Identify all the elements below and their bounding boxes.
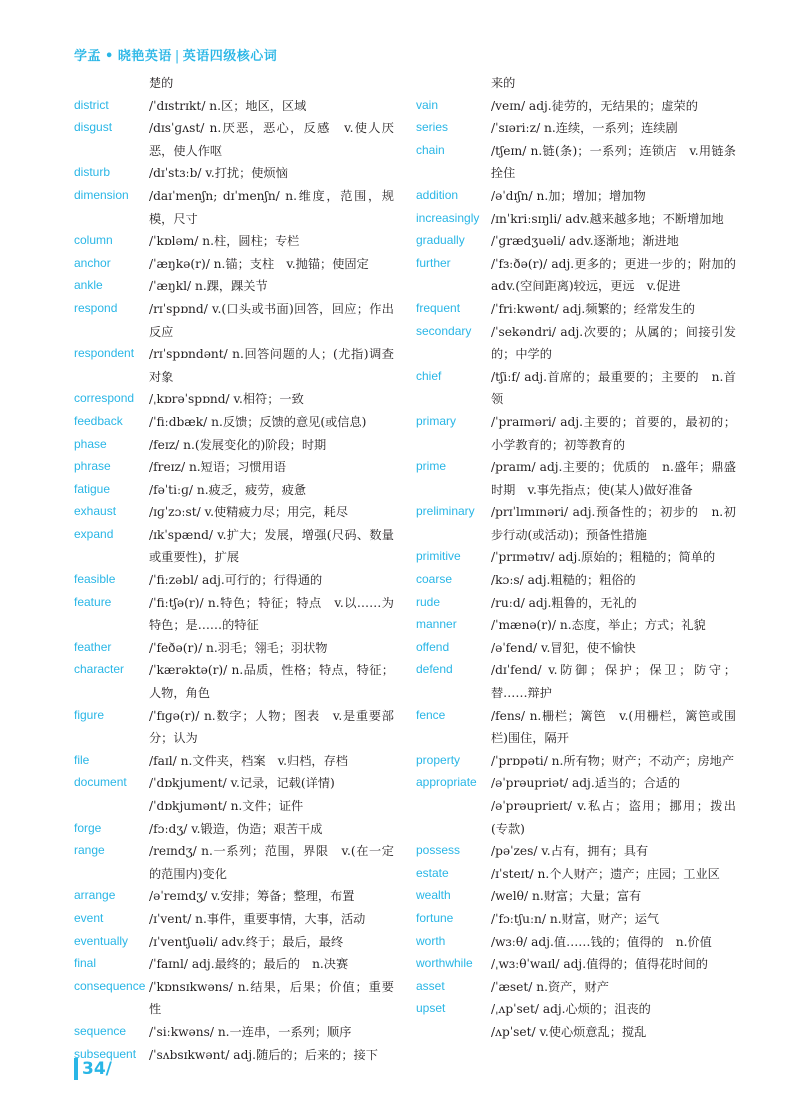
vocab-entry (416, 863, 736, 886)
definition: /ˈprɪmətɪv/ adj.原始的；粗糙的；简单的 (491, 550, 716, 565)
vocab-entry (74, 185, 394, 230)
headword: respondent (74, 346, 135, 361)
definition: /ˌkɒrəˈspɒnd/ v.相符；一致 (149, 392, 304, 407)
vocab-entry (416, 230, 736, 253)
definition: /praɪm/ adj.主要的；优质的 n.盛年；鼎盛时期 v.事先指点；使(某人)做好准备 (491, 460, 736, 497)
headword: document (74, 775, 127, 790)
headword: wealth (416, 888, 451, 903)
vocab-entry (416, 976, 736, 999)
vocab-entry (416, 140, 736, 185)
headword: upset (416, 1001, 446, 1016)
definition: /ɪnˈkriːsɪŋli/ adv.越来越多地；不断增加地 (491, 211, 724, 226)
page-header (74, 45, 277, 65)
vocab-entry (416, 185, 736, 208)
vocab-entry (74, 479, 394, 502)
vocab-entry (74, 117, 394, 162)
headword: primitive (416, 549, 461, 564)
definition: /ˈfɪɡə(r)/ n.数字；人物；图表 v.是重要部分；认为 (149, 708, 394, 746)
headword: event (74, 910, 104, 925)
definition: /ˈɡrædʒuəli/ adv.逐渐地；渐进地 (491, 234, 679, 249)
definition: /prɪˈlɪmɪnəri/ adj.预备性的；初步的 n.初步行动(或活动)；预备性措施 (491, 505, 736, 542)
definition: /fens/ n.栅栏；篱笆 v.(用栅栏，篱笆或围栏)围住，隔开 (491, 708, 736, 746)
definition: /əˈdɪʃn/ n.加；增加；增加物 (491, 188, 646, 203)
definition: 楚的 (149, 76, 174, 90)
headword: fortune (416, 910, 454, 925)
headword: feather (74, 639, 112, 654)
vocab-entry (416, 456, 736, 501)
definition: 来的 (491, 76, 516, 90)
definition: /ˈdɒkjument/ v.记录，记载(详情) (149, 776, 335, 791)
headword: disgust (74, 120, 113, 135)
vocab-entry (74, 840, 394, 885)
definition: /dɪˈfend/ v.防御；保护；保卫；防守；替……辩护 (491, 663, 736, 701)
definition: /rɪˈspɒndənt/ n.回答问题的人；(尤指)调查对象 (149, 347, 394, 384)
headword: exhaust (74, 504, 117, 519)
definition: /ˈfiːtʃə(r)/ n.特色；特征；特点 v.以……为特色；是……的特征 (149, 595, 394, 633)
headword: eventually (74, 933, 129, 948)
definition: /tʃiːf/ adj.首席的；最重要的；主要的 n.首领 (491, 369, 736, 407)
vocab-entry (74, 456, 394, 479)
headword: series (416, 120, 449, 135)
headword: character (74, 662, 125, 677)
vocab-entry (416, 998, 736, 1021)
page-number: 34/ (74, 1058, 112, 1080)
definition: /dɪˈstɜːb/ v.打扰；使烦恼 (149, 166, 288, 181)
vocab-entry (74, 705, 394, 750)
vocab-entry (416, 208, 736, 231)
definition: /daɪˈmenʃn; dɪˈmenʃn/ n.维度，范围，规模，尺寸 (149, 188, 394, 226)
definition: /ruːd/ adj.粗鲁的，无礼的 (491, 595, 637, 610)
definition: /ˈpraɪməri/ adj.主要的；首要的，最初的；小学教育的；初等教育的 (491, 414, 736, 452)
vocab-entry (416, 931, 736, 954)
vocab-entry (416, 614, 736, 637)
headword: appropriate (416, 775, 477, 790)
vocab-entry (74, 434, 394, 457)
definition: /ɪɡˈzɔːst/ v.使精疲力尽；用完，耗尽 (149, 505, 349, 520)
vocab-entry (416, 366, 736, 411)
vocab-entry (416, 117, 736, 140)
vocab-entry (74, 885, 394, 908)
header-series: 晓艳英语 (117, 49, 172, 64)
headword: phrase (74, 459, 111, 474)
vocab-entry (416, 705, 736, 750)
vocab-entry (74, 95, 394, 118)
headword: offend (416, 639, 450, 654)
definition: /ˈsɪəriːz/ n.连续，一系列；连续剧 (491, 121, 678, 136)
headword: respond (74, 300, 118, 315)
vocab-entry (74, 659, 394, 704)
definition: /ɪˈventʃuəli/ adv.终于；最后，最终 (149, 934, 344, 949)
definition: /ˈfaɪnl/ adj.最终的；最后的 n.决赛 (149, 957, 349, 972)
vocab-entry (74, 524, 394, 569)
vocab-entry (74, 795, 394, 818)
definition: /faɪl/ n.文件夹，档案 v.归档，存档 (149, 753, 348, 768)
headword: disturb (74, 165, 111, 180)
definition: /ˈprɒpəti/ n.所有物；财产；不动产；房地产 (491, 753, 735, 768)
headword: increasingly (416, 210, 480, 225)
definition: /əˈprəupriət/ adj.适当的；合适的 (491, 776, 681, 791)
definition: /ˌwɜːθˈwaɪl/ adj.值得的；值得花时间的 (491, 957, 708, 972)
headword: addition (416, 187, 459, 202)
header-dot: • (105, 49, 114, 64)
vocab-entry (416, 501, 736, 546)
vocab-entry (416, 637, 736, 660)
vocab-entry (416, 321, 736, 366)
definition: /əˈprəuprieɪt/ v.私占；盗用；挪用；拨出(专款) (491, 799, 736, 836)
headword: fence (416, 707, 446, 722)
headword: chief (416, 368, 442, 383)
definition: /ˈkærəktə(r)/ n.品质，性格；特点，特征；人物，角色 (149, 663, 394, 701)
headword: file (74, 752, 90, 767)
headword: gradually (416, 233, 465, 248)
vocab-entry (74, 298, 394, 343)
vocab-entry (416, 772, 736, 795)
headword: preliminary (416, 504, 475, 519)
headword: secondary (416, 323, 472, 338)
headword: dimension (74, 187, 129, 202)
vocab-entry (416, 411, 736, 456)
definition: /ˈæŋkl/ n.踝，踝关节 (149, 279, 268, 294)
vocab-entry (74, 931, 394, 954)
vocab-entry (74, 162, 394, 185)
vocab-entry (416, 72, 736, 95)
definition: /ˈfɜːðə(r)/ adj.更多的；更进一步的；附加的 adv.(空间距离)较远，更远 v.促进 (491, 256, 749, 294)
vocab-entry (416, 659, 736, 704)
headword: defend (416, 662, 453, 677)
header-book-title: 英语四级核心词 (182, 49, 278, 64)
headword: anchor (74, 255, 111, 270)
left-column (74, 72, 394, 1066)
vocab-entry (74, 908, 394, 931)
headword: fatigue (74, 481, 111, 496)
definition: /ʌpˈset/ v.使心烦意乱；搅乱 (491, 1024, 647, 1039)
vocab-entry (416, 953, 736, 976)
vocab-entry (416, 795, 736, 840)
definition: /tʃeɪn/ n.链(条)；一系列；连锁店 v.用链条拴住 (491, 143, 736, 181)
definition: /veɪn/ adj.徒劳的，无结果的；虚荣的 (491, 98, 698, 113)
vocab-entry (74, 976, 394, 1021)
headword: final (74, 956, 97, 971)
vocab-entry (416, 840, 736, 863)
vocab-entry (416, 95, 736, 118)
headword: property (416, 752, 461, 767)
definition: /ˈfɔːtʃuːn/ n.财富，财产；运气 (491, 911, 660, 926)
vocab-entry (74, 388, 394, 411)
vocab-entry (74, 230, 394, 253)
definition: /ˈfeðə(r)/ n.羽毛；翎毛；羽状物 (149, 640, 328, 655)
headword: phase (74, 436, 107, 451)
vocab-entry (74, 818, 394, 841)
headword: rude (416, 594, 441, 609)
definition: /welθ/ n.财富；大量；富有 (491, 889, 642, 904)
headword: feedback (74, 413, 123, 428)
definition: /ɪkˈspænd/ v.扩大；发展，增强(尺码、数量或重要性)，扩展 (149, 527, 394, 565)
definition: /ɪˈsteɪt/ n.个人财产；遗产；庄园；工业区 (491, 866, 720, 881)
vocab-entry (416, 592, 736, 615)
vocab-entry (74, 772, 394, 795)
definition: /feɪz/ n.(发展变化的)阶段；时期 (149, 437, 327, 452)
definition: /ˈfriːkwənt/ adj.频繁的；经常发生的 (491, 301, 695, 316)
definition: /ˈdɒkjumənt/ n.文件；证件 (149, 799, 304, 813)
headword: correspond (74, 391, 135, 406)
definition: /əˈfend/ v.冒犯，使不愉快 (491, 640, 636, 655)
definition: /rɪˈspɒnd/ v.(口头或书面)回答，回应；作出反应 (149, 301, 394, 339)
definition: /ɪˈvent/ n.事件，重要事情，大事，活动 (149, 911, 366, 926)
definition: /kɔːs/ adj.粗糙的；粗俗的 (491, 573, 636, 588)
definition: /fəˈtiːɡ/ n.疲乏，疲劳，疲惫 (149, 482, 307, 497)
definition: /ˈsiːkwəns/ n.一连串，一系列；顺序 (149, 1024, 352, 1039)
headword: column (74, 233, 113, 248)
headword: coarse (416, 572, 453, 587)
definition: /ˈkɒnsɪkwəns/ n.结果，后果；价值；重要性 (149, 979, 394, 1017)
definition: /ˈsʌbsɪkwənt/ adj.随后的；后来的；接下 (149, 1047, 378, 1062)
headword: worth (416, 933, 446, 948)
vocab-entry (74, 1044, 394, 1067)
definition: /ˈfiːdbæk/ n.反馈；反馈的意见(或信息) (149, 414, 367, 429)
header-brand: 学孟 (74, 49, 102, 64)
definition: /ˌʌpˈset/ adj.心烦的；沮丧的 (491, 1002, 651, 1017)
headword: primary (416, 413, 457, 428)
vocab-entry (416, 298, 736, 321)
header-separator: | (174, 49, 180, 64)
headword: sequence (74, 1023, 127, 1038)
headword: consequence (74, 978, 146, 993)
definition: /əˈreɪndʒ/ v.安排；筹备；整理，布置 (149, 889, 355, 904)
vocab-entry (74, 501, 394, 524)
headword: manner (416, 617, 457, 632)
vocab-entry (74, 411, 394, 434)
vocab-entry (74, 72, 394, 95)
vocab-entry (416, 908, 736, 931)
headword: range (74, 843, 105, 858)
headword: possess (416, 843, 461, 858)
vocab-entry (416, 569, 736, 592)
definition: /ˈmænə(r)/ n.态度，举止；方式；礼貌 (491, 618, 706, 633)
definition: /ˈæŋkə(r)/ n.锚；支柱 v.抛锚；使固定 (149, 256, 369, 271)
headword: ankle (74, 278, 103, 293)
headword: district (74, 97, 109, 112)
headword: feasible (74, 572, 116, 587)
vocab-entry (416, 546, 736, 569)
headword: estate (416, 865, 449, 880)
headword: frequent (416, 300, 461, 315)
vocab-entry (416, 1021, 736, 1044)
definition: /pəˈzes/ v.占有，拥有；具有 (491, 844, 649, 859)
headword: subsequent (74, 1046, 137, 1061)
vocab-entry (416, 885, 736, 908)
headword: asset (416, 978, 445, 993)
definition: /fɔːdʒ/ v.锻造，伪造；艰苦干成 (149, 821, 323, 836)
definition: /ˈfiːzəbl/ adj.可行的；行得通的 (149, 573, 323, 588)
right-column (416, 72, 749, 1044)
headword: worthwhile (416, 956, 473, 971)
vocab-entry (74, 343, 394, 388)
headword: chain (416, 142, 445, 157)
headword: expand (74, 526, 114, 541)
headword: arrange (74, 888, 116, 903)
headword: vain (416, 97, 439, 112)
vocab-entry (74, 275, 394, 298)
vocab-entry (74, 953, 394, 976)
headword: feature (74, 594, 112, 609)
vocab-entry (74, 637, 394, 660)
definition: /ˈdɪstrɪkt/ n.区；地区，区域 (149, 98, 307, 113)
headword: figure (74, 707, 105, 722)
definition: /wɜːθ/ adj.值……钱的；值得的 n.价值 (491, 934, 712, 949)
definition: /ˈsekəndri/ adj.次要的；从属的；间接引发的；中学的 (491, 324, 736, 362)
definition: /ˈæset/ n.资产，财产 (491, 979, 609, 994)
headword: further (416, 255, 451, 270)
headword: prime (416, 459, 447, 474)
vocab-entry (74, 592, 394, 637)
definition: /freɪz/ n.短语；习惯用语 (149, 460, 286, 475)
vocab-entry (74, 569, 394, 592)
vocab-entry (416, 750, 736, 773)
vocab-entry (74, 1021, 394, 1044)
definition: /reɪndʒ/ n.一系列；范围，界限 v.(在一定的范围内)变化 (149, 844, 394, 881)
headword: forge (74, 820, 102, 835)
definition: /ˈkɒləm/ n.柱，圆柱；专栏 (149, 234, 300, 249)
definition: /dɪsˈɡʌst/ n.厌恶，恶心，反感 v.使人厌恶，使人作呕 (149, 121, 394, 158)
vocab-entry (74, 750, 394, 773)
vocab-entry (416, 253, 749, 298)
vocab-entry (74, 253, 394, 276)
